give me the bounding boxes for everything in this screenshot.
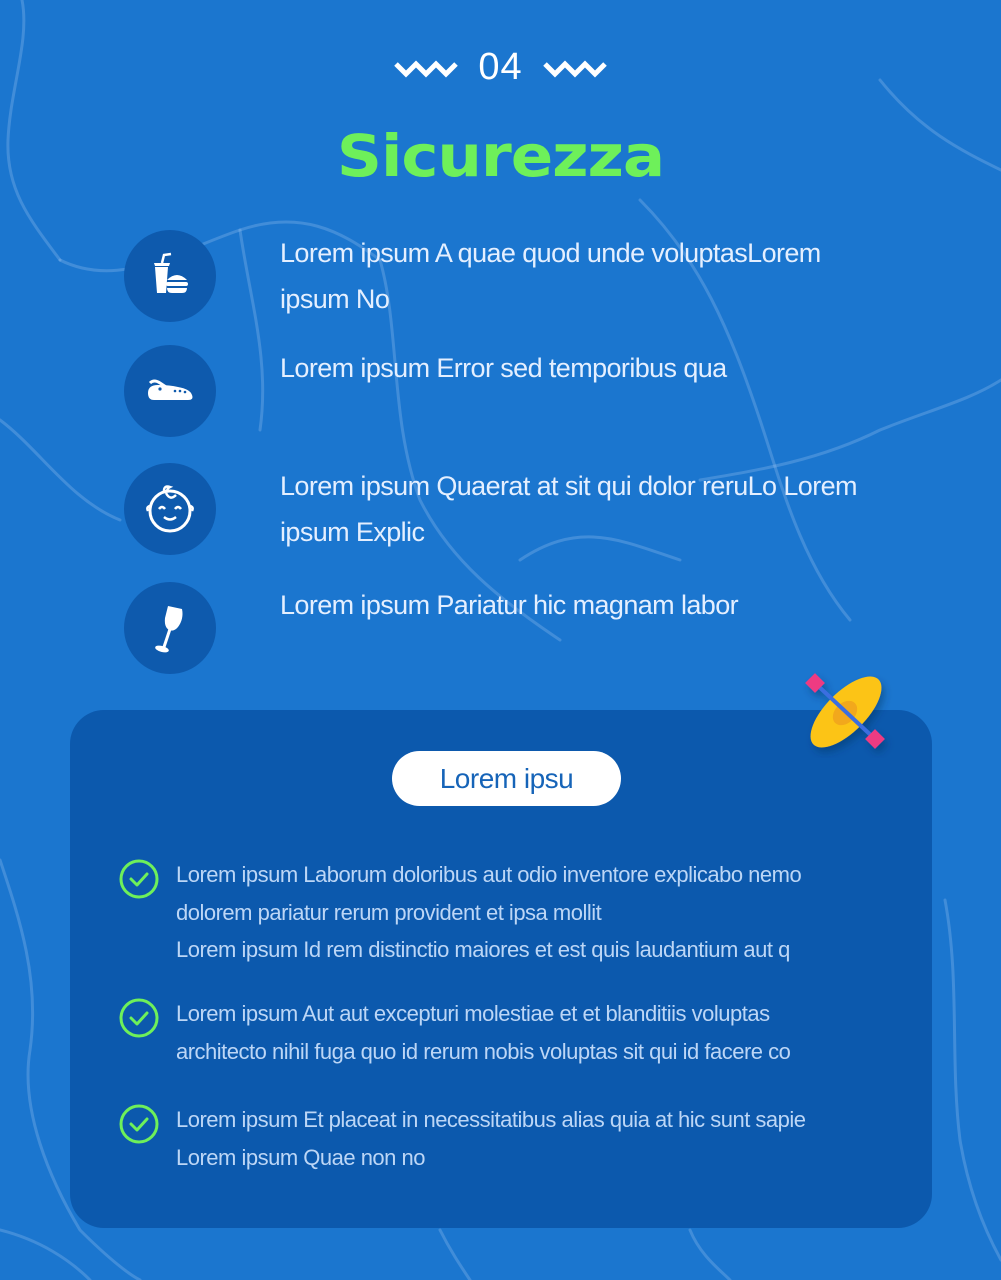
- feature-icon-badge: [124, 345, 216, 437]
- page-title: Sicurezza: [336, 122, 665, 190]
- baby-face-icon: [140, 479, 200, 539]
- kayak-icon: [800, 668, 900, 758]
- check-circle-icon: [118, 1103, 160, 1145]
- check-item-line: Lorem ipsum Id rem distinctio maiores et est quis laudantium aut q: [176, 937, 790, 962]
- broken-glass-icon: [140, 598, 200, 658]
- check-item-text: [176, 856, 876, 969]
- check-item-line: Lorem ipsum Laborum doloribus aut odio inventore explicabo nemo: [176, 862, 802, 887]
- clog-shoe-icon: [140, 361, 200, 421]
- feature-text: Lorem ipsum Error sed temporibus qua: [280, 353, 727, 383]
- feature-icon-badge: [124, 582, 216, 674]
- card-title-pill[interactable]: Lorem ipsu: [392, 751, 621, 806]
- zigzag-left-icon: [394, 56, 458, 78]
- zigzag-right-icon: [543, 56, 607, 78]
- info-card: [70, 710, 932, 1228]
- feature-text: Lorem ipsum Quaerat at sit qui dolor reruLo Lorem ipsum Explic: [280, 471, 857, 547]
- check-item-line: architecto nihil fuga quo id rerum nobis voluptas sit qui id facere co: [176, 1038, 791, 1064]
- feature-text: Lorem ipsum A quae quod unde voluptasLorem ipsum No: [280, 238, 821, 314]
- food-drink-icon: [140, 246, 200, 306]
- check-item-line: Lorem ipsum Et placeat in necessitatibus alias quia at hic sunt sapie: [176, 1107, 806, 1132]
- feature-text: Lorem ipsum Pariatur hic magnam labor: [280, 590, 738, 620]
- check-item-line: Lorem ipsum Aut aut excepturi molestiae et et blanditiis voluptas: [176, 1001, 770, 1026]
- check-item-text: [176, 995, 876, 1070]
- check-item-line: Lorem ipsum Quae non no: [176, 1144, 425, 1170]
- check-item-line: dolorem pariatur rerum provident et ipsa mollit: [176, 899, 602, 925]
- feature-icon-badge: [124, 463, 216, 555]
- section-header: [0, 48, 1001, 86]
- section-number: 04: [478, 46, 523, 88]
- check-circle-icon: [118, 997, 160, 1039]
- feature-icon-badge: [124, 230, 216, 322]
- check-item-text: [176, 1101, 876, 1176]
- check-circle-icon: [118, 858, 160, 900]
